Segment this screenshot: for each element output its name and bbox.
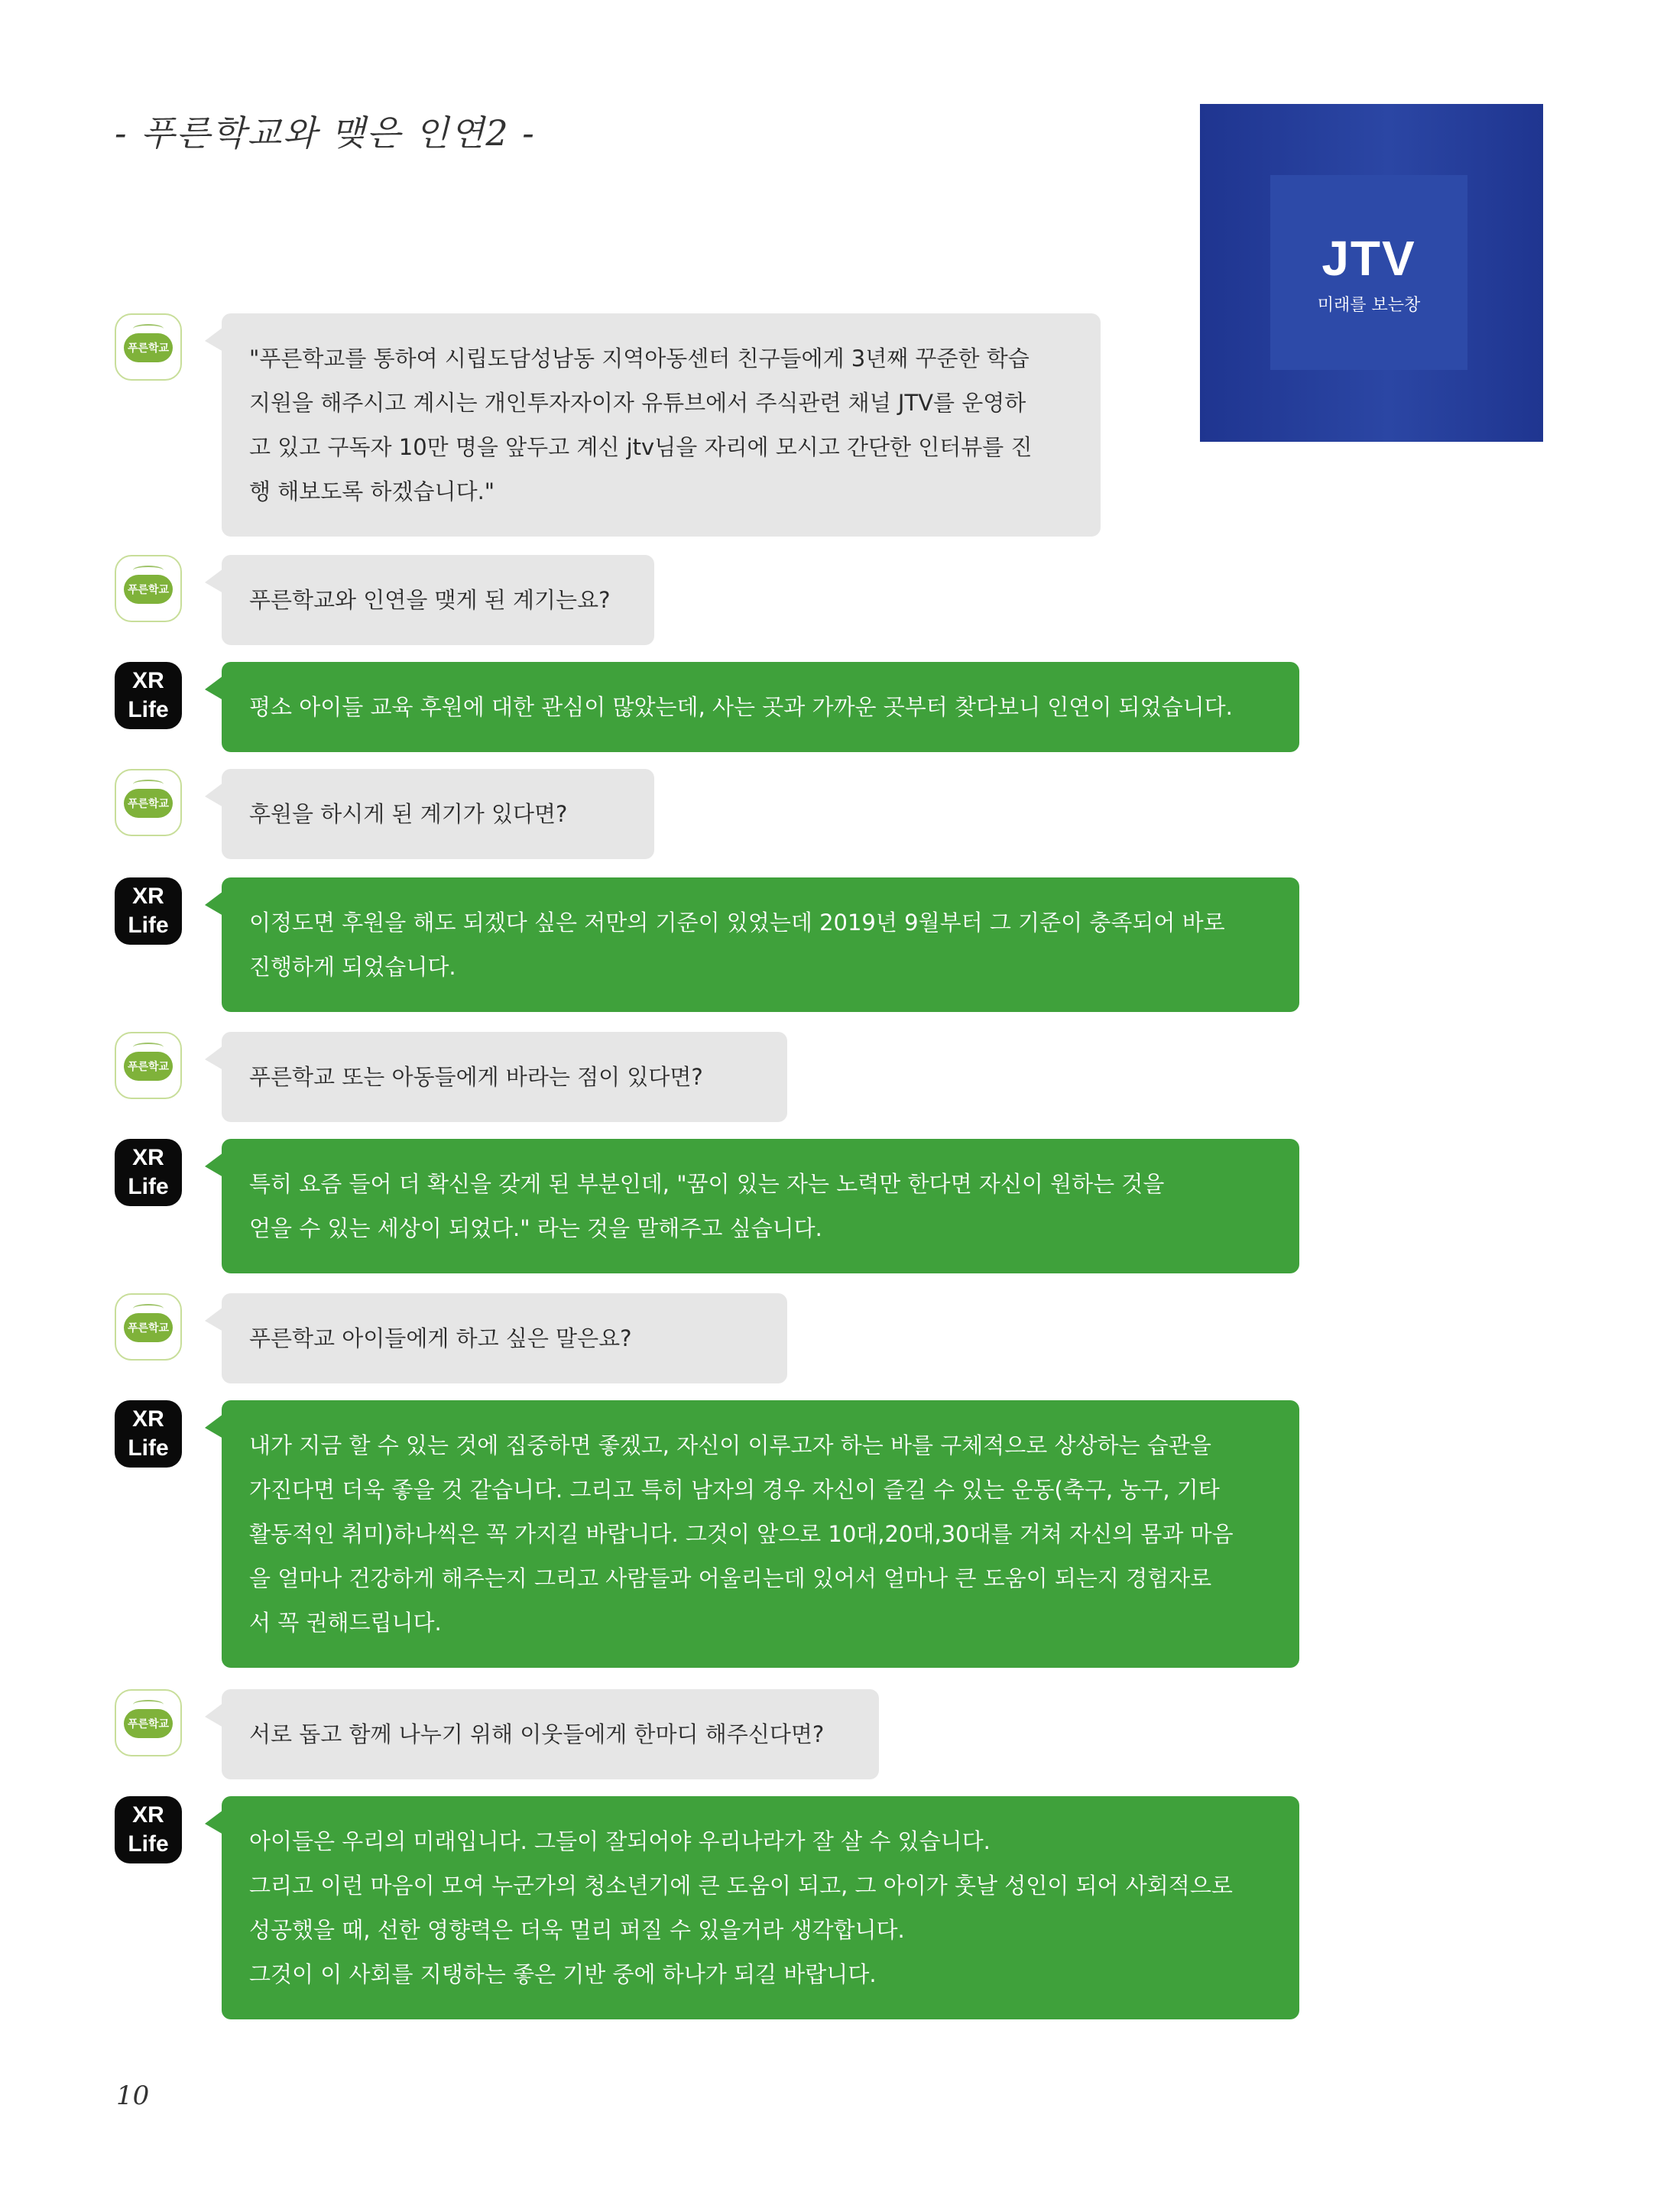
avatar-blob-icon: [124, 1052, 173, 1081]
xr-avatar-line2: Life: [128, 1174, 169, 1199]
avatar-arc-icon: [133, 1700, 164, 1709]
school-avatar-label: 푸른학교: [127, 584, 170, 596]
school-avatar: [115, 313, 182, 381]
bubble-line: 푸른학교와 인연을 맺게 된 계기는요?: [249, 587, 611, 613]
answer-bubble: [222, 877, 1299, 1012]
bubble-line: 특히 요즘 들어 더 확신을 갖게 된 부분인데, "꿈이 있는 자는 노력만 한다면 자신이 원하는 것을: [249, 1171, 1165, 1197]
page-number: 10: [116, 2081, 150, 2111]
bubble-line: 행 해보도록 하겠습니다.": [249, 478, 495, 504]
xr-life-avatar: [115, 1139, 182, 1206]
avatar-blob-icon: [124, 575, 173, 604]
bubble-line: 푸른학교 아이들에게 하고 싶은 말은요?: [249, 1325, 632, 1351]
xr-avatar-line1: XR: [132, 1406, 164, 1432]
school-avatar-label: 푸른학교: [127, 1718, 170, 1730]
bubble-line: 서 꼭 권해드립니다.: [249, 1610, 442, 1636]
school-avatar: [115, 1293, 182, 1361]
school-avatar-label: 푸른학교: [127, 342, 170, 355]
question-bubble: [222, 555, 654, 645]
xr-avatar-line1: XR: [132, 1802, 164, 1828]
jtv-logo-panel: [1200, 104, 1543, 442]
answer-bubble: [222, 1139, 1299, 1273]
bubble-line: 을 얼마나 건강하게 해주는지 그리고 사람들과 어울리는데 있어서 얼마나 큰 도움이 되는지 경험자로: [249, 1565, 1212, 1591]
bubble-line: 서로 돕고 함께 나누기 위해 이웃들에게 한마디 해주신다면?: [249, 1721, 825, 1747]
bubble-line: 가진다면 더욱 좋을 것 같습니다. 그리고 특히 남자의 경우 자신이 즐길 수 있는 운동(축구, 농구, 기타: [249, 1477, 1220, 1503]
xr-avatar-line2: Life: [128, 1831, 169, 1857]
avatar-arc-icon: [133, 780, 164, 789]
bubble-line: 고 있고 구독자 10만 명을 앞두고 계신 jtv님을 자리에 모시고 간단한 인터뷰를 진: [249, 434, 1033, 460]
jtv-logo-inner: [1270, 175, 1467, 370]
bubble-line: 이정도면 후원을 해도 되겠다 싶은 저만의 기준이 있었는데 2019년 9월부터 그 기준이 충족되어 바로: [249, 910, 1225, 936]
bubble-line: 내가 지금 할 수 있는 것에 집중하면 좋겠고, 자신이 이루고자 하는 바를 구체적으로 상상하는 습관을: [249, 1432, 1211, 1458]
bubble-line: 활동적인 취미)하나씩은 꼭 가지길 바랍니다. 그것이 앞으로 10대,20대,30대를 거쳐 자신의 몸과 마음: [249, 1521, 1234, 1547]
xr-avatar-line1: XR: [132, 668, 164, 693]
bubble-line: 지원을 해주시고 계시는 개인투자자이자 유튜브에서 주식관련 채널 JTV를 운영하: [249, 390, 1026, 416]
bubble-line: 진행하게 되었습니다.: [249, 954, 456, 980]
question-bubble: [222, 313, 1101, 537]
xr-life-avatar: [115, 1796, 182, 1863]
answer-bubble: [222, 662, 1299, 752]
xr-avatar-line1: XR: [132, 1145, 164, 1170]
bubble-line: "푸른학교를 통하여 시립도담성남동 지역아동센터 친구들에게 3년째 꾸준한 학습: [249, 345, 1030, 371]
school-avatar: [115, 1032, 182, 1099]
jtv-logo-text: JTV: [1321, 231, 1416, 286]
avatar-blob-icon: [124, 1709, 173, 1738]
bubble-line: 그것이 이 사회를 지탱하는 좋은 기반 중에 하나가 되길 바랍니다.: [249, 1961, 877, 1987]
bubble-line: 얻을 수 있는 세상이 되었다." 라는 것을 말해주고 싶습니다.: [249, 1215, 822, 1241]
xr-life-avatar: [115, 662, 182, 729]
xr-life-avatar: [115, 1400, 182, 1468]
xr-avatar-line2: Life: [128, 913, 169, 938]
school-avatar: [115, 555, 182, 622]
page-heading: - 푸른학교와 맺은 인연2 -: [115, 112, 536, 154]
xr-avatar-line2: Life: [128, 1435, 169, 1461]
bubble-line: 아이들은 우리의 미래입니다. 그들이 잘되어야 우리나라가 잘 살 수 있습니다.: [249, 1828, 991, 1854]
school-avatar: [115, 769, 182, 836]
school-avatar-label: 푸른학교: [127, 798, 170, 810]
avatar-arc-icon: [133, 566, 164, 575]
school-avatar-label: 푸른학교: [127, 1322, 170, 1335]
school-avatar: [115, 1689, 182, 1756]
answer-bubble: [222, 1796, 1299, 2019]
avatar-blob-icon: [124, 1313, 173, 1342]
school-avatar-label: 푸른학교: [127, 1061, 170, 1073]
avatar-arc-icon: [133, 324, 164, 333]
bubble-line: 성공했을 때, 선한 영향력은 더욱 멀리 퍼질 수 있을거라 생각합니다.: [249, 1917, 905, 1943]
question-bubble: [222, 1032, 787, 1122]
xr-life-avatar: [115, 877, 182, 945]
answer-bubble: [222, 1400, 1299, 1668]
question-bubble: [222, 1689, 879, 1779]
xr-avatar-line1: XR: [132, 884, 164, 909]
bubble-line: 평소 아이들 교육 후원에 대한 관심이 많았는데, 사는 곳과 가까운 곳부터 찾다보니 인연이 되었습니다.: [249, 694, 1233, 720]
question-bubble: [222, 769, 654, 859]
avatar-blob-icon: [124, 333, 173, 362]
bubble-line: 후원을 하시게 된 계기가 있다면?: [249, 801, 568, 827]
avatar-arc-icon: [133, 1043, 164, 1052]
bubble-line: 푸른학교 또는 아동들에게 바라는 점이 있다면?: [249, 1064, 703, 1090]
bubble-line: 그리고 이런 마음이 모여 누군가의 청소년기에 큰 도움이 되고, 그 아이가 훗날 성인이 되어 사회적으로: [249, 1873, 1233, 1899]
question-bubble: [222, 1293, 787, 1383]
jtv-logo-tagline: 미래를 보는창: [1317, 296, 1421, 315]
avatar-arc-icon: [133, 1304, 164, 1313]
xr-avatar-line2: Life: [128, 697, 169, 722]
avatar-blob-icon: [124, 789, 173, 818]
